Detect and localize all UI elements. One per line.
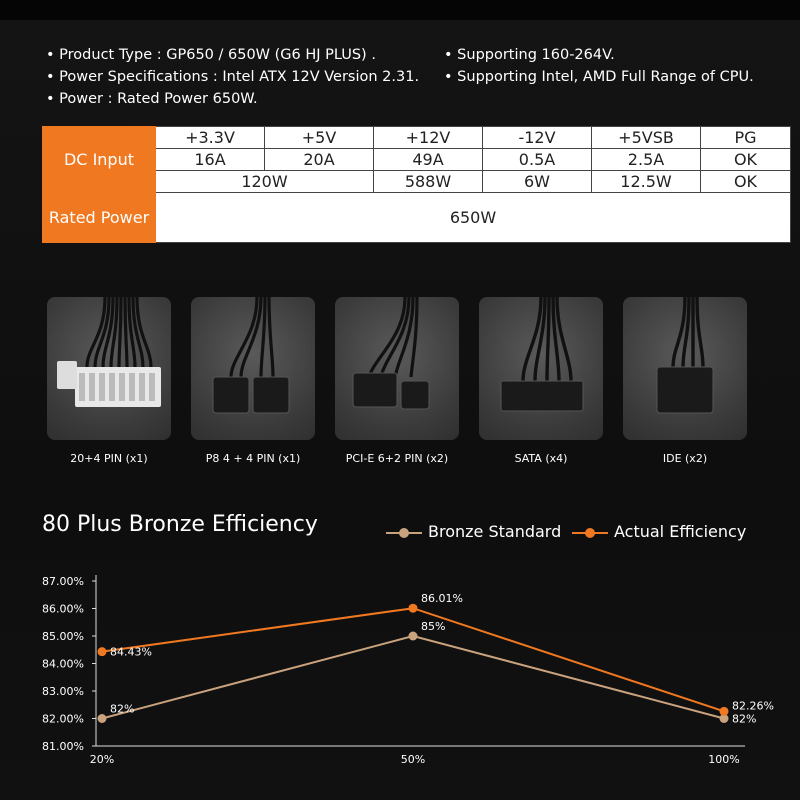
y-tick-label: 82.00% xyxy=(42,712,84,726)
connector-label-atx: 20+4 PIN (x1) xyxy=(70,452,148,465)
data-label-actual: 82.26% xyxy=(732,699,774,713)
data-point-bronze xyxy=(409,632,418,641)
spec-voltage: • Supporting 160-264V. xyxy=(444,44,754,66)
connector-label-pcie: PCI-E 6+2 PIN (x2) xyxy=(345,452,449,465)
connector-label-ide: IDE (x2) xyxy=(662,452,708,465)
rated-power-header: Rated Power xyxy=(43,193,156,243)
x-tick-label: 100% xyxy=(708,753,740,766)
rail-pg: PG xyxy=(701,127,791,149)
data-label-bronze: 82% xyxy=(732,712,757,726)
data-label-actual: 84.43% xyxy=(110,645,152,659)
connector-label-sata: SATA (x4) xyxy=(514,452,568,465)
series-line-actual xyxy=(102,608,724,711)
dc-input-header: DC Input xyxy=(43,127,156,193)
spec-power-specifications: • Power Specifications : Intel ATX 12V Version 2.31. xyxy=(46,66,419,88)
y-tick-label: 84.00% xyxy=(42,657,84,671)
data-label-bronze: 85% xyxy=(421,620,446,633)
chart-title: 80 Plus Bronze Efficiency xyxy=(42,512,318,537)
y-tick-label: 85.00% xyxy=(42,630,84,643)
rated-power-value: 650W xyxy=(156,193,791,243)
spec-rated-power: • Power : Rated Power 650W. xyxy=(46,88,419,110)
amps-5v: 20A xyxy=(265,149,374,171)
data-label-actual: 86.01% xyxy=(421,592,463,606)
y-tick-label: 87.00% xyxy=(42,575,84,588)
rail-5v: +5V xyxy=(265,127,374,149)
amps-5vsb: 2.5A xyxy=(592,149,701,171)
data-label-bronze: 82% xyxy=(110,702,135,716)
data-point-actual xyxy=(720,707,729,716)
y-tick-label: 86.00% xyxy=(42,602,84,616)
watts-pg: OK xyxy=(701,171,791,193)
x-tick-label: 50% xyxy=(400,753,426,766)
spec-product-type: • Product Type : GP650 / 650W (G6 HJ PLUS) . xyxy=(46,44,419,66)
watts-5vsb: 12.5W xyxy=(592,171,701,193)
spec-cpu-support: • Supporting Intel, AMD Full Range of CPU. xyxy=(444,66,754,88)
watts-neg12v: 6W xyxy=(483,171,592,193)
amps-pg: OK xyxy=(701,149,791,171)
rail-3v3: +3.3V xyxy=(156,127,265,149)
x-tick-label: 20% xyxy=(89,753,115,766)
amps-3v3: 16A xyxy=(156,149,265,171)
series-line-bronze xyxy=(102,636,724,719)
data-point-actual xyxy=(98,647,107,656)
connector-label-eps: P8 4 + 4 PIN (x1) xyxy=(205,452,301,465)
data-point-actual xyxy=(409,604,418,613)
watts-3v3-5v: 120W xyxy=(156,171,374,193)
data-point-bronze xyxy=(98,714,107,723)
y-tick-label: 81.00% xyxy=(42,740,84,753)
rail-neg12v: -12V xyxy=(483,127,592,149)
watts-12v: 588W xyxy=(374,171,483,193)
rail-5vsb: +5VSB xyxy=(592,127,701,149)
legend-label-bronze: Bronze Standard xyxy=(428,522,562,541)
amps-12v: 49A xyxy=(374,149,483,171)
legend-label-actual: Actual Efficiency xyxy=(614,522,747,541)
y-tick-label: 83.00% xyxy=(42,685,84,698)
amps-neg12v: 0.5A xyxy=(483,149,592,171)
rail-12v: +12V xyxy=(374,127,483,149)
